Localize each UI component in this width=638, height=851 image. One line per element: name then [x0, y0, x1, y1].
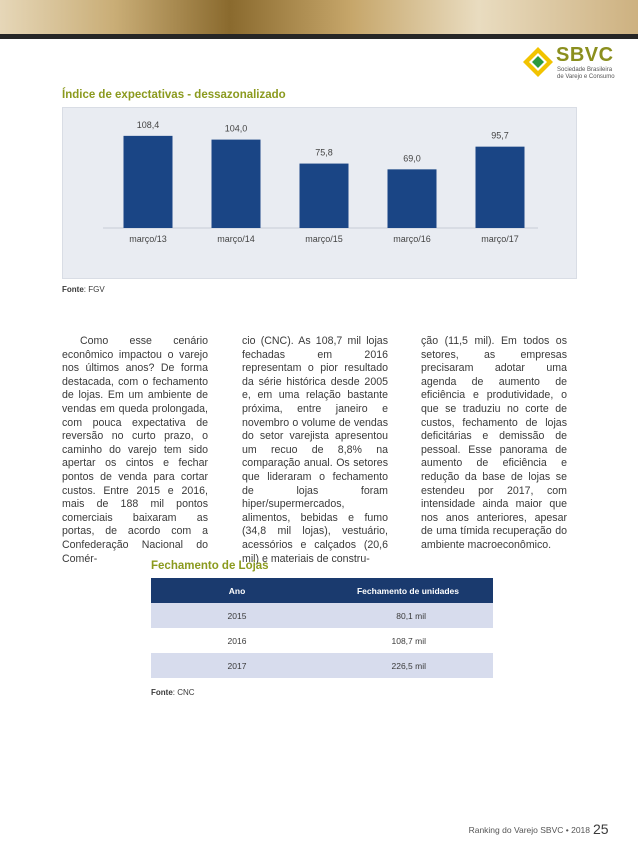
table-cell-closures: 80,1 mil — [323, 603, 493, 628]
body-column-3: ção (11,5 mil). Em todos os setores, as empresas precisaram adotar uma agenda de aumento de eficiência e produtividade, o que se traduziu no corte de custos, fechamento de lojas deficitárias e demissão de pessoal. Esse panorama de aumento de eficiência e redução da base de lojas se estendeu por 2017, com intensidade ainda maior que nos anos anteriores, apesar de uma tímida recuperação do ambiente macroeconômico. — [421, 335, 567, 551]
chart-tick-label: março/16 — [393, 234, 431, 244]
chart-data-label: 75,8 — [315, 147, 333, 158]
table-header-closures: Fechamento de unidades — [323, 578, 493, 603]
table-cell-closures: 226,5 mil — [323, 653, 493, 678]
chart-svg — [63, 108, 578, 280]
chart-data-label: 95,7 — [491, 130, 509, 141]
header-band — [0, 0, 638, 34]
table-row — [151, 603, 493, 628]
chart-bar — [476, 147, 525, 228]
sbvc-logo-icon — [522, 46, 554, 78]
chart-data-label: 69,0 — [403, 153, 421, 164]
footer-text: Ranking do Varejo SBVC • 2018 — [468, 825, 590, 835]
chart-tick-label: março/17 — [481, 234, 519, 244]
chart-title: Índice de expectativas - dessazonalizado — [62, 89, 286, 101]
table-cell-closures: 108,7 mil — [391, 635, 426, 646]
logo-tagline: Sociedade Brasileira de Varejo e Consumo — [557, 67, 615, 80]
chart-bar — [124, 136, 173, 228]
table-cell-year: 2017 — [151, 653, 323, 678]
header-rule — [0, 34, 638, 39]
table-header-row — [151, 578, 493, 603]
table-title: Fechamento de Lojas — [151, 560, 269, 572]
table-source: Fonte: CNC — [151, 688, 195, 697]
chart-bar — [300, 164, 349, 228]
chart-tick-label: março/14 — [217, 234, 255, 244]
table-row — [151, 653, 493, 678]
chart-data-label: 104,0 — [224, 123, 248, 134]
chart-bar — [388, 169, 437, 228]
chart-bar — [212, 140, 261, 228]
table-row — [151, 628, 493, 653]
table-header-year: Ano — [151, 578, 323, 603]
body-column-1: Como esse cenário econômico impactou o varejo nos últimos anos? De forma destacada, com o fechamento de lojas. Em um ambiente de vendas em queda prolongada, com pouca expectativa de reversão no curto prazo, o caminho do varejo tem sido apertar os cintos e fechar pontos de venda para cortar custos. Entre 2015 e 2016, mais de 188 mil pontos comerciais baixaram as portas, de acordo com a Confederação Nacional do Comér- — [62, 335, 208, 565]
logo-name: SBVC — [556, 44, 614, 66]
body-column-2: cio (CNC). As 108,7 mil lojas fechadas em 2016 representam o pior resultado da série histórica desde 2005 e, em uma relação bastante próxima, entre janeiro e novembro o volume de vendas do setor varejista apresentou um recuo de 8,8% na comparação anual. Os setores que lideraram o fechamento de lojas foram hiper/supermercados, alimentos, bebidas e fumo (34,8 mil lojas), vestuário, acessórios e calçados (20,6 mil) e materiais de constru- — [242, 335, 388, 565]
page-number: 25 — [593, 821, 609, 837]
table-cell-year: 2015 — [151, 603, 323, 628]
chart-tick-label: março/13 — [129, 234, 167, 244]
store-closures-table — [151, 578, 493, 678]
expectations-chart — [62, 107, 577, 279]
sbvc-logo — [522, 44, 626, 84]
chart-source: Fonte: FGV — [62, 285, 105, 294]
table-cell-year: 2016 — [227, 635, 247, 646]
chart-data-label: 108,4 — [136, 119, 160, 130]
chart-tick-label: março/15 — [305, 234, 343, 244]
